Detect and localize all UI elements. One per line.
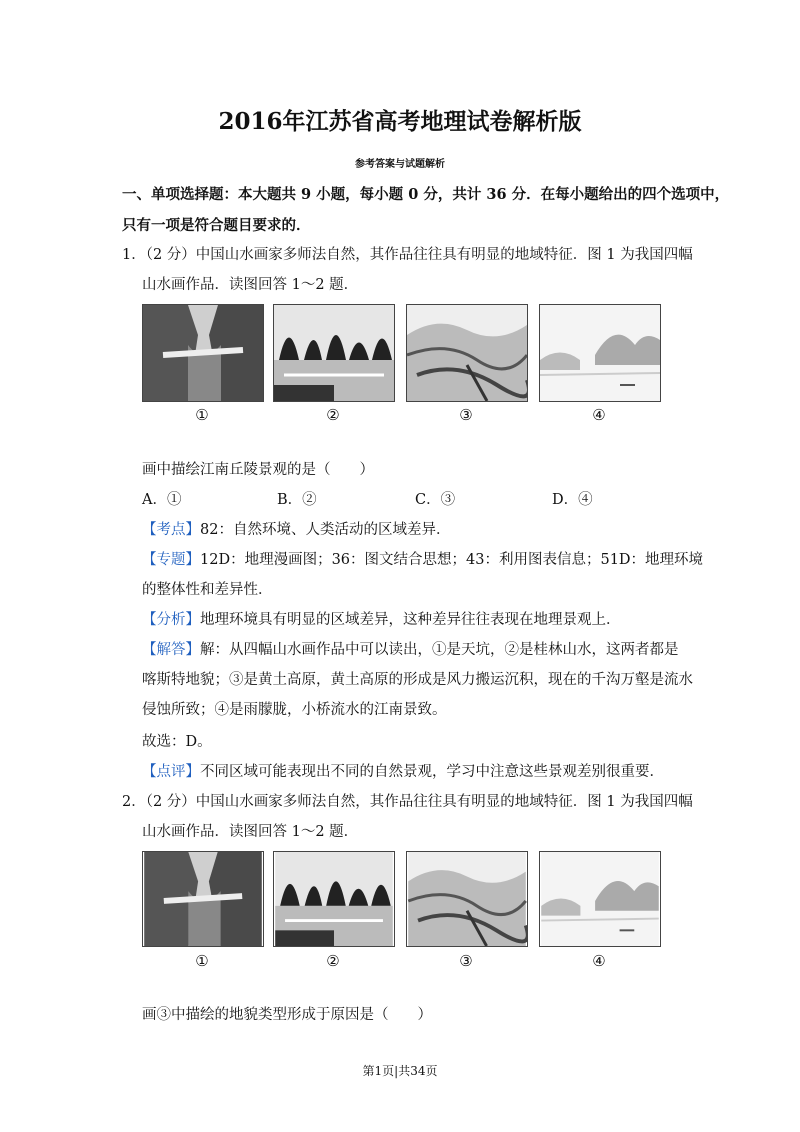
q2-stem-line2: 山水画作品．读图回答 1～2 题． xyxy=(142,824,359,840)
painting-loess-plateau xyxy=(406,851,528,947)
zhuanti-text: 12D：地理漫画图；36：图文结合思想；43：利用图表信息；51D：地理环境 xyxy=(200,552,704,568)
q1-jieda-cont1: 喀斯特地貌；③是黄土高原，黄土高原的形成是风力搬运沉积，现在的千沟万壑是流水 xyxy=(142,672,693,688)
page-footer: 第1页|共34页 xyxy=(362,1064,438,1078)
figure-label-1: ① xyxy=(195,952,209,970)
zhuanti-tag: 【专题】 xyxy=(142,552,200,568)
figure-label-4: ④ xyxy=(592,952,606,970)
q1-stem-line1: 1．（2 分）中国山水画家多师法自然，其作品往往具有明显的地域特征．图 1 为我国四幅 xyxy=(122,247,693,263)
dianping-text: 不同区域可能表现出不同的自然景观，学习中注意这些景观差别很重要． xyxy=(200,764,664,780)
q1-answer: 故选：D。 xyxy=(142,734,212,750)
q1-option-b: B．② xyxy=(277,492,317,508)
jieda-text: 解：从四幅山水画作品中可以读出，①是天坑，②是桂林山水，这两者都是 xyxy=(200,642,679,658)
kaodian-tag: 【考点】 xyxy=(142,522,200,538)
figure-label-3: ③ xyxy=(459,952,473,970)
painting-loess-plateau xyxy=(406,304,528,402)
q1-stem-line2: 山水画作品．读图回答 1～2 题． xyxy=(142,277,359,293)
q1-jieda-cont2: 侵蚀所致；④是雨朦胧，小桥流水的江南景致。 xyxy=(142,702,447,718)
q1-question: 画中描绘江南丘陵景观的是（ ） xyxy=(142,462,374,478)
painting-guilin xyxy=(273,851,395,947)
fenxi-tag: 【分析】 xyxy=(142,612,200,628)
painting-tiankeng xyxy=(142,304,264,402)
figure-label-2: ② xyxy=(326,952,340,970)
fenxi-text: 地理环境具有明显的区域差异，这种差异往往表现在地理景观上． xyxy=(200,612,621,628)
document-subtitle: 参考答案与试题解析 xyxy=(355,159,445,170)
document-title: 2016年江苏省高考地理试卷解析版 xyxy=(218,108,582,135)
section-heading-line1: 一、单项选择题：本大题共 9 小题，每小题 0 分，共计 36 分．在每小题给出的四个选项中， xyxy=(122,186,730,203)
painting-jiangnan xyxy=(539,304,661,402)
q1-zhuanti-cont: 的整体性和差异性． xyxy=(142,582,273,598)
figure-label-4: ④ xyxy=(592,406,606,424)
q2-question: 画③中描绘的地貌类型形成于原因是（ ） xyxy=(142,1007,432,1023)
figure-label-3: ③ xyxy=(459,406,473,424)
q1-option-d: D．④ xyxy=(552,492,593,508)
figure-label-2: ② xyxy=(326,406,340,424)
q1-jieda xyxy=(142,638,679,659)
kaodian-text: 82：自然环境、人类活动的区域差异． xyxy=(200,522,451,538)
section-heading-line2: 只有一项是符合题目要求的． xyxy=(122,217,311,234)
q1-option-c: C．③ xyxy=(415,492,456,508)
figure-label-1: ① xyxy=(195,406,209,424)
q1-option-a: A．① xyxy=(142,492,182,508)
q2-stem-line1: 2．（2 分）中国山水画家多师法自然，其作品往往具有明显的地域特征．图 1 为我国四幅 xyxy=(122,794,693,810)
painting-jiangnan xyxy=(539,851,661,947)
painting-tiankeng xyxy=(142,851,264,947)
q1-fenxi xyxy=(142,608,621,629)
q1-dianping xyxy=(142,760,664,781)
jieda-tag: 【解答】 xyxy=(142,642,200,658)
dianping-tag: 【点评】 xyxy=(142,764,200,780)
q1-kaodian xyxy=(142,518,450,539)
painting-guilin xyxy=(273,304,395,402)
q1-zhuanti xyxy=(142,548,703,569)
